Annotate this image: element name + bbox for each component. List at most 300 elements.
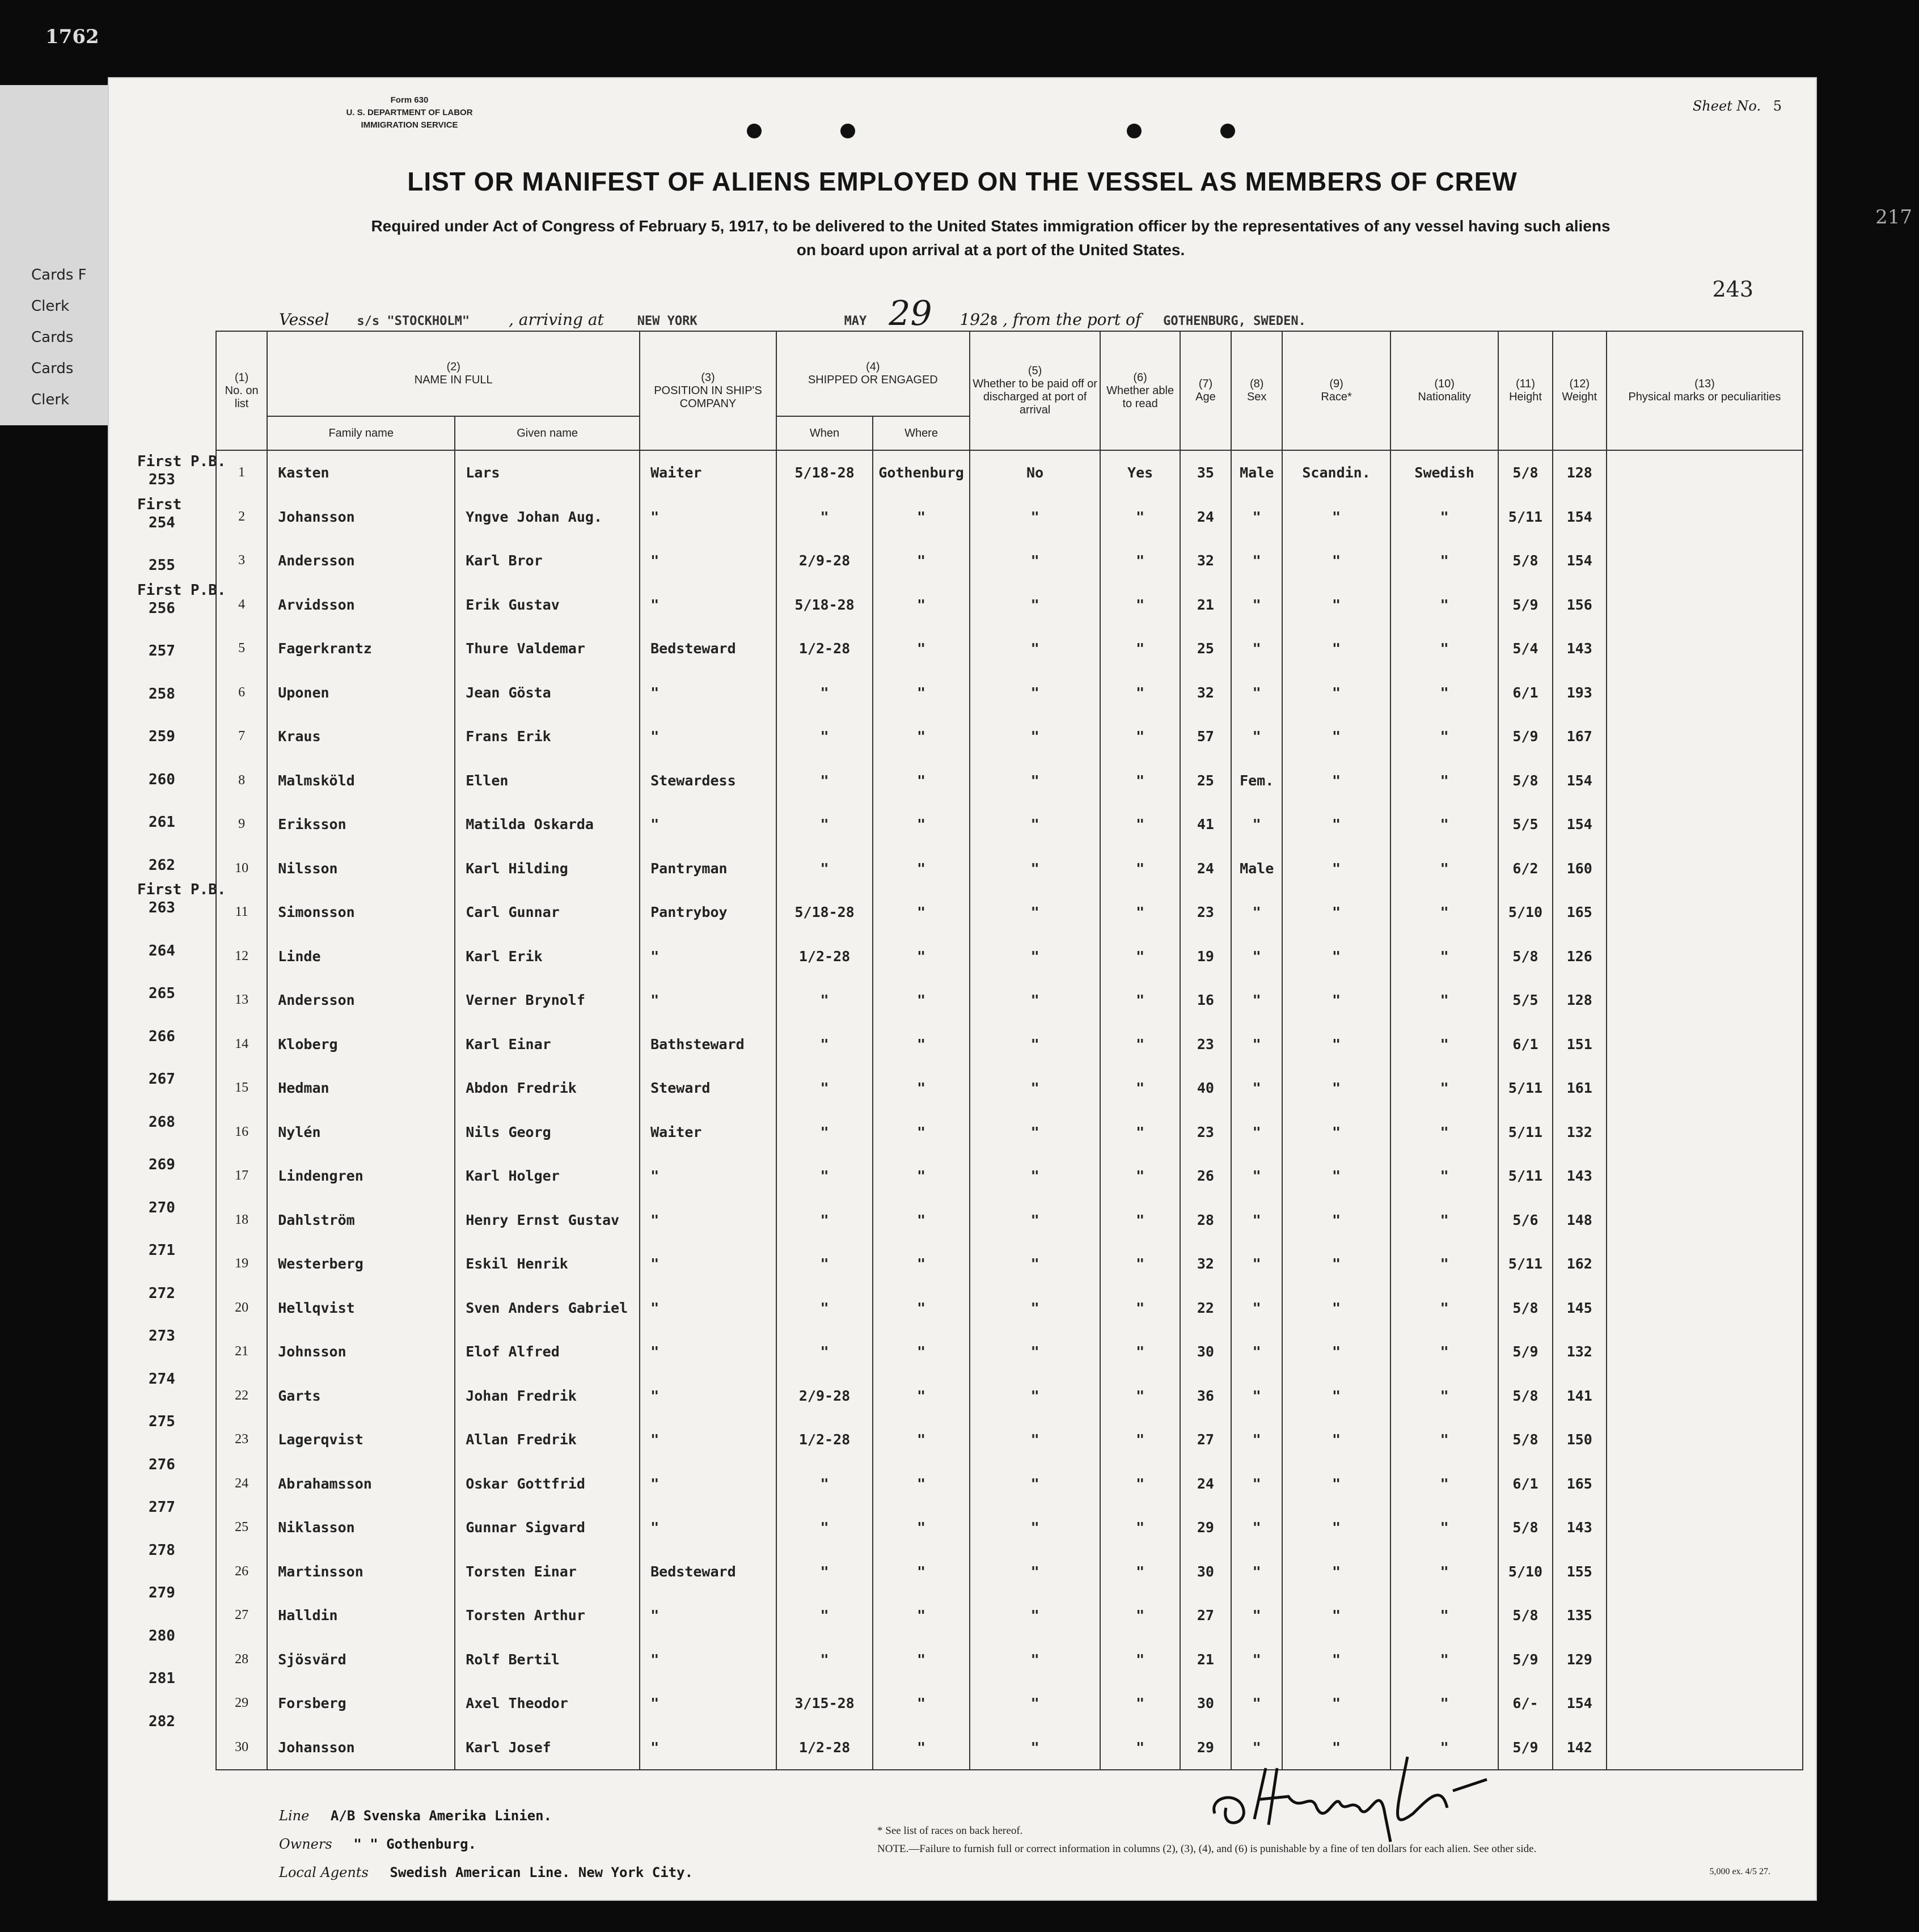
col-paid-header: (5) Whether to be paid off or discharged at port of arrival xyxy=(970,331,1101,450)
shipped-where-cell: " xyxy=(873,1242,969,1286)
physical-marks-cell xyxy=(1607,1462,1803,1506)
weight-cell: 156 xyxy=(1553,583,1607,627)
shipped-where-cell: " xyxy=(873,890,969,935)
nationality-cell: " xyxy=(1390,1374,1499,1418)
shipped-where-cell: " xyxy=(873,1110,969,1155)
height-cell: 5/11 xyxy=(1498,495,1552,539)
row-number-cell: 1 xyxy=(216,450,267,495)
able-to-read-cell: " xyxy=(1100,1681,1180,1726)
physical-marks-cell xyxy=(1607,715,1803,759)
arrival-day: 29 xyxy=(889,294,932,333)
punch-hole xyxy=(840,124,855,138)
sequence-number: 272 xyxy=(149,1284,175,1302)
paid-off-cell: " xyxy=(970,539,1101,583)
paid-off-cell: " xyxy=(970,1681,1101,1726)
paid-off-cell: " xyxy=(970,1593,1101,1638)
race-cell: " xyxy=(1282,539,1390,583)
weight-cell: 128 xyxy=(1553,978,1607,1022)
able-to-read-cell: " xyxy=(1100,539,1180,583)
paid-off-cell: " xyxy=(970,1330,1101,1374)
crew-row xyxy=(216,539,1803,583)
row-number-cell: 28 xyxy=(216,1638,267,1682)
row-number-cell: 7 xyxy=(216,715,267,759)
position-cell: " xyxy=(640,539,776,583)
family-name-cell: Kraus xyxy=(267,715,455,759)
owners-value: " " Gothenburg. xyxy=(353,1836,477,1852)
family-name-cell: Lagerqvist xyxy=(267,1418,455,1462)
sequence-number: 256 xyxy=(149,599,175,617)
department-name: U. S. DEPARTMENT OF LABOR xyxy=(346,108,473,117)
crew-row xyxy=(216,1066,1803,1110)
race-cell: " xyxy=(1282,627,1390,671)
crew-row xyxy=(216,1506,1803,1550)
given-name-cell: Eskil Henrik xyxy=(455,1242,640,1286)
race-cell: " xyxy=(1282,671,1390,715)
sex-cell: " xyxy=(1231,539,1282,583)
weight-cell: 167 xyxy=(1553,715,1607,759)
row-number-cell: 14 xyxy=(216,1022,267,1067)
given-name-cell: Nils Georg xyxy=(455,1110,640,1155)
shipped-when-cell: 2/9-28 xyxy=(776,1374,873,1418)
col-name-header: (2) NAME IN FULL xyxy=(267,331,640,416)
physical-marks-cell xyxy=(1607,935,1803,979)
height-cell: 6/- xyxy=(1498,1681,1552,1726)
paid-off-cell: " xyxy=(970,847,1101,891)
age-cell: 24 xyxy=(1180,495,1231,539)
sequence-number: 258 xyxy=(149,685,175,703)
age-cell: 26 xyxy=(1180,1154,1231,1198)
shipped-where-cell: " xyxy=(873,1022,969,1067)
physical-marks-cell xyxy=(1607,890,1803,935)
position-cell: " xyxy=(640,1638,776,1682)
punch-hole xyxy=(1127,124,1142,138)
vessel-line xyxy=(279,294,1306,333)
shipped-where-cell: " xyxy=(873,1286,969,1330)
punch-hole xyxy=(1220,124,1235,138)
able-to-read-cell: Yes xyxy=(1100,450,1180,495)
physical-marks-cell xyxy=(1607,1418,1803,1462)
sequence-number: 282 xyxy=(149,1713,175,1730)
height-cell: 5/11 xyxy=(1498,1066,1552,1110)
nationality-cell: " xyxy=(1390,671,1499,715)
row-number-cell: 26 xyxy=(216,1550,267,1594)
arrival-month: MAY xyxy=(844,314,867,328)
age-cell: 16 xyxy=(1180,978,1231,1022)
race-cell: " xyxy=(1282,802,1390,847)
height-cell: 5/11 xyxy=(1498,1110,1552,1155)
family-name-cell: Johnsson xyxy=(267,1330,455,1374)
shipped-where-cell: " xyxy=(873,1638,969,1682)
shipped-when-cell: 1/2-28 xyxy=(776,627,873,671)
crew-row xyxy=(216,978,1803,1022)
paid-off-cell: " xyxy=(970,583,1101,627)
sequence-number: 271 xyxy=(149,1242,175,1259)
race-cell: " xyxy=(1282,1242,1390,1286)
shipped-when-cell: " xyxy=(776,759,873,803)
age-cell: 40 xyxy=(1180,1066,1231,1110)
shipped-where-cell: " xyxy=(873,1154,969,1198)
sequence-number: 270 xyxy=(149,1199,175,1216)
position-cell: Pantryboy xyxy=(640,890,776,935)
physical-marks-cell xyxy=(1607,978,1803,1022)
given-name-cell: Sven Anders Gabriel xyxy=(455,1286,640,1330)
sheet-number xyxy=(1693,98,1782,114)
paid-off-cell: " xyxy=(970,1638,1101,1682)
weight-cell: 151 xyxy=(1553,1022,1607,1067)
sex-cell: " xyxy=(1231,1374,1282,1418)
sequence-number: 266 xyxy=(149,1028,175,1045)
inspector-signature xyxy=(1203,1745,1498,1848)
vessel-label: Vessel xyxy=(279,310,329,329)
nationality-cell: " xyxy=(1390,1681,1499,1726)
nationality-cell: " xyxy=(1390,495,1499,539)
sequence-number: 273 xyxy=(149,1328,175,1345)
crew-row xyxy=(216,1286,1803,1330)
height-cell: 5/5 xyxy=(1498,978,1552,1022)
shipped-when-cell: 2/9-28 xyxy=(776,539,873,583)
nationality-cell: " xyxy=(1390,978,1499,1022)
age-cell: 29 xyxy=(1180,1506,1231,1550)
row-number-cell: 3 xyxy=(216,539,267,583)
position-cell: " xyxy=(640,1462,776,1506)
height-cell: 5/5 xyxy=(1498,802,1552,847)
crew-row xyxy=(216,1022,1803,1067)
weight-cell: 155 xyxy=(1553,1550,1607,1594)
paid-off-cell: No xyxy=(970,450,1101,495)
nationality-cell: " xyxy=(1390,1593,1499,1638)
able-to-read-cell: " xyxy=(1100,978,1180,1022)
shipped-where-cell: " xyxy=(873,1330,969,1374)
shipped-when-cell: " xyxy=(776,715,873,759)
nationality-cell: " xyxy=(1390,847,1499,891)
age-cell: 22 xyxy=(1180,1286,1231,1330)
given-name-cell: Karl Holger xyxy=(455,1154,640,1198)
paid-off-cell: " xyxy=(970,1022,1101,1067)
family-name-cell: Arvidsson xyxy=(267,583,455,627)
physical-marks-cell xyxy=(1607,802,1803,847)
agents-value: Swedish American Line. New York City. xyxy=(390,1865,694,1880)
paid-off-cell: " xyxy=(970,1242,1101,1286)
shipped-when-cell: " xyxy=(776,1550,873,1594)
sequence-number: 281 xyxy=(149,1670,175,1687)
position-cell: " xyxy=(640,1330,776,1374)
weight-cell: 161 xyxy=(1553,1066,1607,1110)
position-cell: Waiter xyxy=(640,1110,776,1155)
sex-cell: " xyxy=(1231,978,1282,1022)
physical-marks-cell xyxy=(1607,495,1803,539)
family-name-cell: Andersson xyxy=(267,978,455,1022)
sequence-number: 261 xyxy=(149,814,175,831)
able-to-read-cell: " xyxy=(1100,802,1180,847)
given-name-cell: Karl Einar xyxy=(455,1022,640,1067)
given-name-cell: Lars xyxy=(455,450,640,495)
age-cell: 25 xyxy=(1180,627,1231,671)
age-cell: 57 xyxy=(1180,715,1231,759)
family-name-cell: Uponen xyxy=(267,671,455,715)
position-cell: " xyxy=(640,1198,776,1242)
sequence-number: 254 xyxy=(149,514,175,531)
height-cell: 5/9 xyxy=(1498,1330,1552,1374)
race-cell: " xyxy=(1282,1726,1390,1770)
sex-cell: " xyxy=(1231,671,1282,715)
position-cell: Steward xyxy=(640,1066,776,1110)
weight-cell: 193 xyxy=(1553,671,1607,715)
able-to-read-cell: " xyxy=(1100,1638,1180,1682)
position-cell: Stewardess xyxy=(640,759,776,803)
crew-row xyxy=(216,1242,1803,1286)
position-cell: " xyxy=(640,978,776,1022)
shipped-where-cell: " xyxy=(873,627,969,671)
race-cell: " xyxy=(1282,1638,1390,1682)
given-name-cell: Axel Theodor xyxy=(455,1681,640,1726)
family-name-cell: Niklasson xyxy=(267,1506,455,1550)
position-cell: Bedsteward xyxy=(640,627,776,671)
race-cell: " xyxy=(1282,1550,1390,1594)
shipped-when-cell: " xyxy=(776,1462,873,1506)
able-to-read-cell: " xyxy=(1100,1418,1180,1462)
col-shipped-header: (4) SHIPPED OR ENGAGED xyxy=(776,331,970,416)
family-name-cell: Lindengren xyxy=(267,1154,455,1198)
age-cell: 30 xyxy=(1180,1330,1231,1374)
shipped-when-cell: 5/18-28 xyxy=(776,450,873,495)
margin-number: 243 xyxy=(1712,277,1753,302)
weight-cell: 135 xyxy=(1553,1593,1607,1638)
row-number-cell: 29 xyxy=(216,1681,267,1726)
nationality-cell: " xyxy=(1390,539,1499,583)
shipped-where-cell: " xyxy=(873,1593,969,1638)
crew-row xyxy=(216,583,1803,627)
physical-marks-cell xyxy=(1607,1681,1803,1726)
shipped-when-cell: " xyxy=(776,1330,873,1374)
shipped-where-cell: " xyxy=(873,1066,969,1110)
race-cell: " xyxy=(1282,978,1390,1022)
shipped-where-cell: " xyxy=(873,978,969,1022)
paid-off-cell: " xyxy=(970,1110,1101,1155)
able-to-read-cell: " xyxy=(1100,1550,1180,1594)
strip-label: Clerk xyxy=(31,391,70,408)
family-name-cell: Kasten xyxy=(267,450,455,495)
able-to-read-cell: " xyxy=(1100,935,1180,979)
given-name-cell: Torsten Arthur xyxy=(455,1593,640,1638)
arrival-port: NEW YORK xyxy=(637,314,698,328)
physical-marks-cell xyxy=(1607,759,1803,803)
sequence-number: 262 xyxy=(149,856,175,874)
shipped-when-cell: " xyxy=(776,1198,873,1242)
sequence-number: 277 xyxy=(149,1499,175,1516)
col-race-header: (9) Race* xyxy=(1282,331,1390,450)
physical-marks-cell xyxy=(1607,847,1803,891)
col-given-header: Given name xyxy=(455,416,640,450)
shipped-when-cell: 1/2-28 xyxy=(776,1726,873,1770)
sex-cell: " xyxy=(1231,1506,1282,1550)
race-cell: " xyxy=(1282,1506,1390,1550)
crew-row xyxy=(216,935,1803,979)
shipped-where-cell: " xyxy=(873,802,969,847)
weight-cell: 148 xyxy=(1553,1198,1607,1242)
shipped-when-cell: " xyxy=(776,1638,873,1682)
page-subtitle xyxy=(234,214,1748,262)
paid-off-cell: " xyxy=(970,802,1101,847)
position-cell: " xyxy=(640,1418,776,1462)
age-cell: 36 xyxy=(1180,1374,1231,1418)
sex-cell: " xyxy=(1231,1066,1282,1110)
sex-cell: " xyxy=(1231,1022,1282,1067)
col-family-header: Family name xyxy=(267,416,455,450)
race-cell: " xyxy=(1282,1593,1390,1638)
row-number-cell: 21 xyxy=(216,1330,267,1374)
race-cell: " xyxy=(1282,935,1390,979)
subtitle-line-1: Required under Act of Congress of February 5, 1917, to be delivered to the United States immigration officer by the representatives of any vessel having such aliens xyxy=(371,217,1611,235)
nationality-cell: " xyxy=(1390,627,1499,671)
given-name-cell: Erik Gustav xyxy=(455,583,640,627)
col-when-header: When xyxy=(776,416,873,450)
shipped-where-cell: " xyxy=(873,715,969,759)
punch-hole xyxy=(747,124,762,138)
sex-cell: " xyxy=(1231,1154,1282,1198)
age-cell: 32 xyxy=(1180,671,1231,715)
height-cell: 5/11 xyxy=(1498,1242,1552,1286)
family-name-cell: Nylén xyxy=(267,1110,455,1155)
physical-marks-cell xyxy=(1607,450,1803,495)
row-number-cell: 11 xyxy=(216,890,267,935)
crew-row xyxy=(216,1462,1803,1506)
col-height-header: (11) Height xyxy=(1498,331,1552,450)
paid-off-cell: " xyxy=(970,759,1101,803)
sex-cell: " xyxy=(1231,627,1282,671)
physical-marks-cell xyxy=(1607,1374,1803,1418)
physical-marks-cell xyxy=(1607,627,1803,671)
age-cell: 41 xyxy=(1180,802,1231,847)
age-cell: 23 xyxy=(1180,890,1231,935)
row-note: First P.B. xyxy=(137,881,226,898)
crew-row xyxy=(216,495,1803,539)
physical-marks-cell xyxy=(1607,1242,1803,1286)
shipped-when-cell: 3/15-28 xyxy=(776,1681,873,1726)
year-digit: 8 xyxy=(990,314,998,328)
crew-table xyxy=(215,331,1803,1770)
sequence-number: 267 xyxy=(149,1071,175,1088)
row-number-cell: 12 xyxy=(216,935,267,979)
position-cell: " xyxy=(640,1506,776,1550)
sequence-number: 268 xyxy=(149,1113,175,1131)
able-to-read-cell: " xyxy=(1100,759,1180,803)
family-name-cell: Fagerkrantz xyxy=(267,627,455,671)
sequence-number: 276 xyxy=(149,1456,175,1473)
paid-off-cell: " xyxy=(970,1286,1101,1330)
given-name-cell: Allan Fredrik xyxy=(455,1418,640,1462)
weight-cell: 162 xyxy=(1553,1242,1607,1286)
crew-row xyxy=(216,1418,1803,1462)
family-name-cell: Hellqvist xyxy=(267,1286,455,1330)
shipped-where-cell: " xyxy=(873,847,969,891)
height-cell: 5/8 xyxy=(1498,1593,1552,1638)
able-to-read-cell: " xyxy=(1100,1110,1180,1155)
height-cell: 6/1 xyxy=(1498,671,1552,715)
race-cell: " xyxy=(1282,1066,1390,1110)
age-cell: 35 xyxy=(1180,450,1231,495)
position-cell: " xyxy=(640,1374,776,1418)
sex-cell: " xyxy=(1231,1550,1282,1594)
strip-label: Cards F xyxy=(31,267,87,284)
race-cell: " xyxy=(1282,1418,1390,1462)
shipped-when-cell: " xyxy=(776,1286,873,1330)
physical-marks-cell xyxy=(1607,1066,1803,1110)
sequence-number: 265 xyxy=(149,985,175,1002)
sex-cell: " xyxy=(1231,1110,1282,1155)
given-name-cell: Karl Josef xyxy=(455,1726,640,1770)
height-cell: 6/1 xyxy=(1498,1462,1552,1506)
height-cell: 5/8 xyxy=(1498,1418,1552,1462)
race-cell: " xyxy=(1282,1022,1390,1067)
height-cell: 5/8 xyxy=(1498,1506,1552,1550)
shipped-where-cell: " xyxy=(873,1462,969,1506)
col-nationality-header: (10) Nationality xyxy=(1390,331,1499,450)
left-margin-strip xyxy=(0,85,108,425)
sex-cell: " xyxy=(1231,1198,1282,1242)
nationality-cell: " xyxy=(1390,802,1499,847)
crew-row xyxy=(216,1198,1803,1242)
weight-cell: 154 xyxy=(1553,1681,1607,1726)
able-to-read-cell: " xyxy=(1100,1286,1180,1330)
row-number-cell: 17 xyxy=(216,1154,267,1198)
given-name-cell: Thure Valdemar xyxy=(455,627,640,671)
paid-off-cell: " xyxy=(970,1066,1101,1110)
height-cell: 5/6 xyxy=(1498,1198,1552,1242)
row-number-cell: 18 xyxy=(216,1198,267,1242)
sex-cell: " xyxy=(1231,1462,1282,1506)
age-cell: 23 xyxy=(1180,1110,1231,1155)
sequence-number: 259 xyxy=(149,728,175,745)
sequence-number: 255 xyxy=(149,557,175,574)
able-to-read-cell: " xyxy=(1100,1506,1180,1550)
given-name-cell: Torsten Einar xyxy=(455,1550,640,1594)
physical-marks-cell xyxy=(1607,1550,1803,1594)
crew-row xyxy=(216,1110,1803,1155)
sequence-number: 257 xyxy=(149,642,175,659)
shipped-where-cell: " xyxy=(873,1550,969,1594)
shipped-when-cell: " xyxy=(776,1022,873,1067)
age-cell: 24 xyxy=(1180,1462,1231,1506)
sex-cell: Fem. xyxy=(1231,759,1282,803)
paid-off-cell: " xyxy=(970,1198,1101,1242)
weight-cell: 165 xyxy=(1553,890,1607,935)
physical-marks-cell xyxy=(1607,1286,1803,1330)
nationality-cell: " xyxy=(1390,1198,1499,1242)
position-cell: " xyxy=(640,1681,776,1726)
given-name-cell: Johan Fredrik xyxy=(455,1374,640,1418)
family-name-cell: Dahlström xyxy=(267,1198,455,1242)
weight-cell: 143 xyxy=(1553,627,1607,671)
age-cell: 29 xyxy=(1180,1726,1231,1770)
row-number-cell: 10 xyxy=(216,847,267,891)
position-cell: " xyxy=(640,1593,776,1638)
crew-row xyxy=(216,759,1803,803)
race-cell: " xyxy=(1282,715,1390,759)
shipped-when-cell: " xyxy=(776,1110,873,1155)
from-port: GOTHENBURG, SWEDEN. xyxy=(1163,314,1306,328)
given-name-cell: Carl Gunnar xyxy=(455,890,640,935)
weight-cell: 143 xyxy=(1553,1154,1607,1198)
weight-cell: 132 xyxy=(1553,1110,1607,1155)
col-position-header: (3) POSITION IN SHIP'S COMPANY xyxy=(640,331,776,450)
side-number: 217 xyxy=(1875,206,1912,229)
position-cell: " xyxy=(640,671,776,715)
sequence-number: 263 xyxy=(149,899,175,916)
height-cell: 5/8 xyxy=(1498,935,1552,979)
nationality-cell: " xyxy=(1390,759,1499,803)
age-cell: 24 xyxy=(1180,847,1231,891)
shipped-when-cell: 5/18-28 xyxy=(776,890,873,935)
